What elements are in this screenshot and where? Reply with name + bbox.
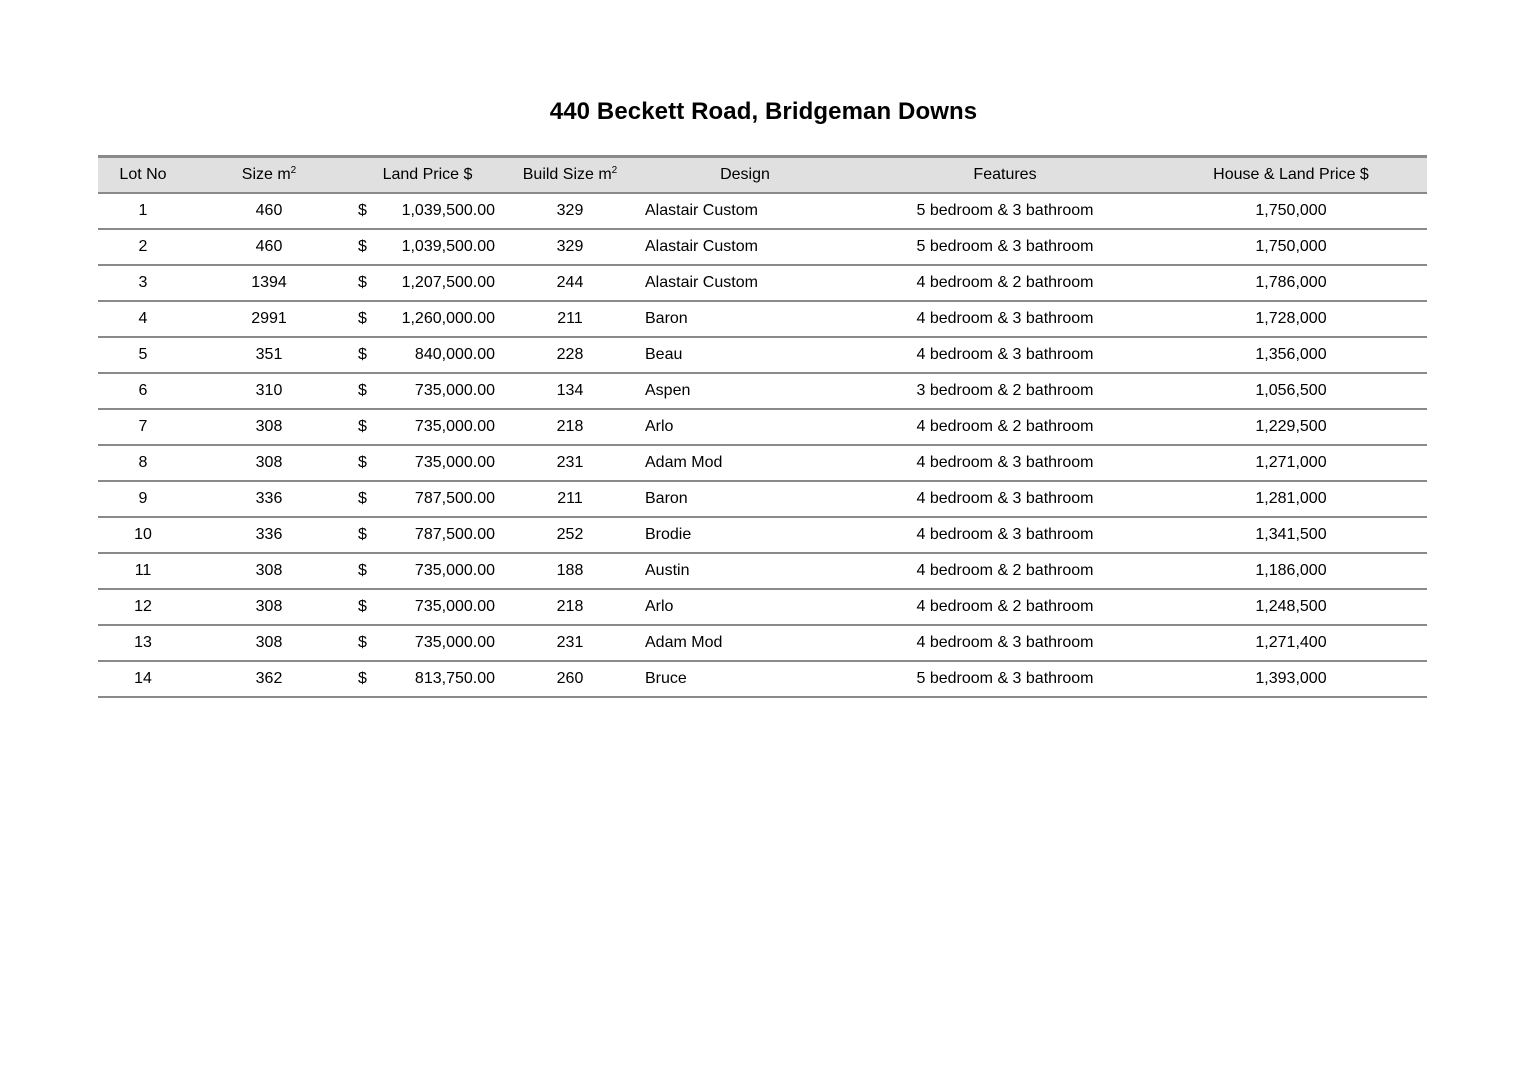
page-title: 440 Beckett Road, Bridgeman Downs bbox=[549, 98, 978, 125]
cell-currency: $ bbox=[350, 265, 395, 301]
cell-features: 4 bedroom & 3 bathroom bbox=[855, 625, 1155, 661]
cell-lot-no: 1 bbox=[98, 193, 188, 229]
cell-land-price: 813,750.00 bbox=[395, 661, 505, 697]
cell-build-size: 252 bbox=[505, 517, 635, 553]
cell-land-price: 1,039,500.00 bbox=[395, 229, 505, 265]
header-design: Design bbox=[635, 157, 855, 194]
cell-build-size: 188 bbox=[505, 553, 635, 589]
cell-features: 4 bedroom & 3 bathroom bbox=[855, 301, 1155, 337]
cell-currency: $ bbox=[350, 625, 395, 661]
header-size bbox=[188, 157, 350, 194]
cell-features: 4 bedroom & 2 bathroom bbox=[855, 409, 1155, 445]
cell-house-land-price: 1,281,000 bbox=[1155, 481, 1427, 517]
cell-size: 336 bbox=[188, 517, 350, 553]
cell-lot-no: 11 bbox=[98, 553, 188, 589]
cell-land-price: 735,000.00 bbox=[395, 625, 505, 661]
cell-features: 4 bedroom & 3 bathroom bbox=[855, 445, 1155, 481]
cell-currency: $ bbox=[350, 517, 395, 553]
cell-house-land-price: 1,728,000 bbox=[1155, 301, 1427, 337]
price-list-table bbox=[98, 155, 1427, 698]
header-house-land-price: House & Land Price $ bbox=[1155, 157, 1427, 194]
table-row bbox=[98, 265, 1427, 301]
header-lot-no: Lot No bbox=[98, 157, 188, 194]
cell-currency: $ bbox=[350, 409, 395, 445]
cell-size: 460 bbox=[188, 193, 350, 229]
table-body bbox=[98, 193, 1427, 697]
cell-currency: $ bbox=[350, 229, 395, 265]
cell-land-price: 735,000.00 bbox=[395, 373, 505, 409]
cell-lot-no: 8 bbox=[98, 445, 188, 481]
cell-size: 308 bbox=[188, 589, 350, 625]
cell-design: Baron bbox=[635, 301, 855, 337]
cell-design: Baron bbox=[635, 481, 855, 517]
cell-currency: $ bbox=[350, 445, 395, 481]
cell-build-size: 134 bbox=[505, 373, 635, 409]
header-land-price: Land Price $ bbox=[350, 157, 505, 194]
cell-features: 4 bedroom & 3 bathroom bbox=[855, 517, 1155, 553]
table-row bbox=[98, 589, 1427, 625]
cell-house-land-price: 1,750,000 bbox=[1155, 229, 1427, 265]
cell-design: Arlo bbox=[635, 589, 855, 625]
cell-build-size: 211 bbox=[505, 301, 635, 337]
table-row bbox=[98, 193, 1427, 229]
cell-design: Austin bbox=[635, 553, 855, 589]
cell-build-size: 231 bbox=[505, 625, 635, 661]
cell-size: 351 bbox=[188, 337, 350, 373]
cell-land-price: 735,000.00 bbox=[395, 409, 505, 445]
cell-size: 362 bbox=[188, 661, 350, 697]
cell-land-price: 1,039,500.00 bbox=[395, 193, 505, 229]
cell-size: 310 bbox=[188, 373, 350, 409]
cell-design: Adam Mod bbox=[635, 625, 855, 661]
table-row bbox=[98, 481, 1427, 517]
cell-currency: $ bbox=[350, 301, 395, 337]
cell-land-price: 1,260,000.00 bbox=[395, 301, 505, 337]
cell-build-size: 329 bbox=[505, 229, 635, 265]
cell-features: 4 bedroom & 2 bathroom bbox=[855, 553, 1155, 589]
cell-design: Beau bbox=[635, 337, 855, 373]
cell-house-land-price: 1,229,500 bbox=[1155, 409, 1427, 445]
cell-design: Adam Mod bbox=[635, 445, 855, 481]
cell-size: 336 bbox=[188, 481, 350, 517]
cell-lot-no: 4 bbox=[98, 301, 188, 337]
cell-design: Alastair Custom bbox=[635, 229, 855, 265]
cell-currency: $ bbox=[350, 553, 395, 589]
cell-lot-no: 9 bbox=[98, 481, 188, 517]
cell-features: 5 bedroom & 3 bathroom bbox=[855, 661, 1155, 697]
cell-features: 4 bedroom & 3 bathroom bbox=[855, 481, 1155, 517]
cell-lot-no: 2 bbox=[98, 229, 188, 265]
cell-size: 308 bbox=[188, 445, 350, 481]
cell-design: Bruce bbox=[635, 661, 855, 697]
table-row bbox=[98, 337, 1427, 373]
cell-lot-no: 13 bbox=[98, 625, 188, 661]
cell-house-land-price: 1,356,000 bbox=[1155, 337, 1427, 373]
table-row bbox=[98, 409, 1427, 445]
cell-currency: $ bbox=[350, 661, 395, 697]
cell-lot-no: 3 bbox=[98, 265, 188, 301]
cell-design: Alastair Custom bbox=[635, 193, 855, 229]
cell-house-land-price: 1,271,000 bbox=[1155, 445, 1427, 481]
cell-size: 1394 bbox=[188, 265, 350, 301]
cell-design: Brodie bbox=[635, 517, 855, 553]
header-row bbox=[98, 157, 1427, 194]
cell-design: Aspen bbox=[635, 373, 855, 409]
cell-build-size: 329 bbox=[505, 193, 635, 229]
cell-house-land-price: 1,786,000 bbox=[1155, 265, 1427, 301]
cell-lot-no: 10 bbox=[98, 517, 188, 553]
cell-house-land-price: 1,186,000 bbox=[1155, 553, 1427, 589]
cell-lot-no: 12 bbox=[98, 589, 188, 625]
header-build-size bbox=[505, 157, 635, 194]
cell-features: 3 bedroom & 2 bathroom bbox=[855, 373, 1155, 409]
cell-land-price: 735,000.00 bbox=[395, 589, 505, 625]
cell-lot-no: 6 bbox=[98, 373, 188, 409]
header-build-size-sup: 2 bbox=[611, 165, 618, 176]
header-build-size-label: Build Size m bbox=[522, 166, 612, 183]
cell-currency: $ bbox=[350, 373, 395, 409]
cell-size: 460 bbox=[188, 229, 350, 265]
cell-currency: $ bbox=[350, 481, 395, 517]
cell-features: 4 bedroom & 2 bathroom bbox=[855, 589, 1155, 625]
cell-land-price: 787,500.00 bbox=[395, 517, 505, 553]
table-row bbox=[98, 445, 1427, 481]
cell-design: Alastair Custom bbox=[635, 265, 855, 301]
cell-currency: $ bbox=[350, 589, 395, 625]
header-features: Features bbox=[855, 157, 1155, 194]
cell-features: 5 bedroom & 3 bathroom bbox=[855, 193, 1155, 229]
cell-build-size: 218 bbox=[505, 589, 635, 625]
cell-currency: $ bbox=[350, 337, 395, 373]
cell-house-land-price: 1,750,000 bbox=[1155, 193, 1427, 229]
cell-size: 308 bbox=[188, 553, 350, 589]
cell-lot-no: 5 bbox=[98, 337, 188, 373]
table-row bbox=[98, 661, 1427, 697]
table-row bbox=[98, 229, 1427, 265]
cell-land-price: 787,500.00 bbox=[395, 481, 505, 517]
cell-currency: $ bbox=[350, 193, 395, 229]
cell-land-price: 1,207,500.00 bbox=[395, 265, 505, 301]
cell-features: 5 bedroom & 3 bathroom bbox=[855, 229, 1155, 265]
cell-build-size: 228 bbox=[505, 337, 635, 373]
cell-size: 2991 bbox=[188, 301, 350, 337]
cell-features: 4 bedroom & 2 bathroom bbox=[855, 265, 1155, 301]
header-size-label: Size m bbox=[241, 166, 291, 183]
cell-house-land-price: 1,056,500 bbox=[1155, 373, 1427, 409]
cell-land-price: 735,000.00 bbox=[395, 445, 505, 481]
cell-house-land-price: 1,393,000 bbox=[1155, 661, 1427, 697]
cell-land-price: 735,000.00 bbox=[395, 553, 505, 589]
cell-build-size: 231 bbox=[505, 445, 635, 481]
cell-build-size: 211 bbox=[505, 481, 635, 517]
cell-design: Arlo bbox=[635, 409, 855, 445]
cell-size: 308 bbox=[188, 409, 350, 445]
table-row bbox=[98, 373, 1427, 409]
table-row bbox=[98, 301, 1427, 337]
cell-build-size: 260 bbox=[505, 661, 635, 697]
cell-features: 4 bedroom & 3 bathroom bbox=[855, 337, 1155, 373]
cell-land-price: 840,000.00 bbox=[395, 337, 505, 373]
cell-lot-no: 7 bbox=[98, 409, 188, 445]
table-row bbox=[98, 553, 1427, 589]
cell-house-land-price: 1,341,500 bbox=[1155, 517, 1427, 553]
header-size-sup: 2 bbox=[290, 165, 297, 176]
cell-lot-no: 14 bbox=[98, 661, 188, 697]
cell-house-land-price: 1,271,400 bbox=[1155, 625, 1427, 661]
cell-house-land-price: 1,248,500 bbox=[1155, 589, 1427, 625]
cell-build-size: 218 bbox=[505, 409, 635, 445]
cell-build-size: 244 bbox=[505, 265, 635, 301]
table-row bbox=[98, 517, 1427, 553]
table-row bbox=[98, 625, 1427, 661]
cell-size: 308 bbox=[188, 625, 350, 661]
